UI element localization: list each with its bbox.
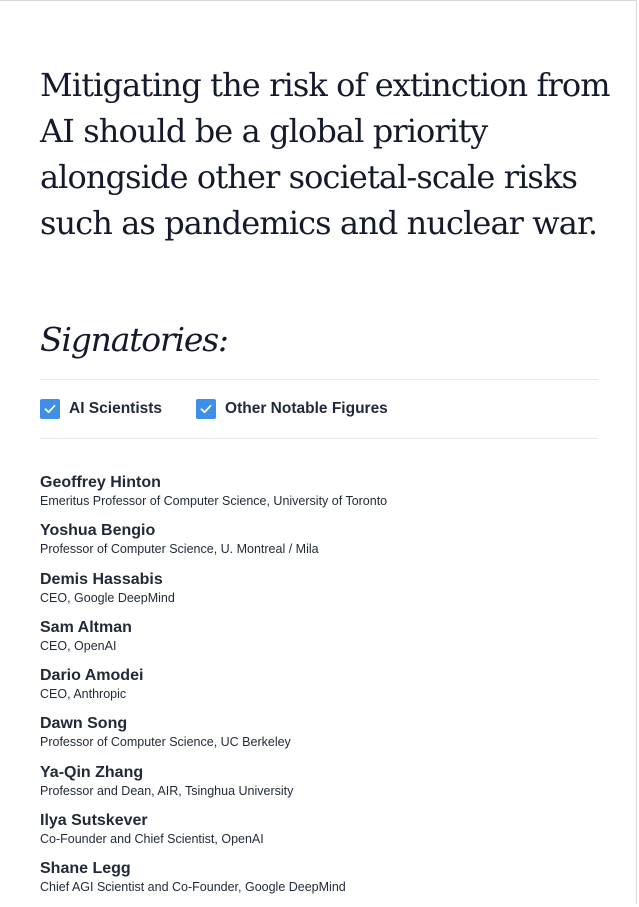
signatory-title: Chief AGI Scientist and Co-Founder, Google DeepMind xyxy=(40,880,346,895)
statement-line: such as pandemics and nuclear war. xyxy=(40,204,598,242)
signatory-name: Ilya Sutskever xyxy=(40,812,148,830)
signatory-title: Professor and Dean, AIR, Tsinghua University xyxy=(40,783,294,798)
other-notable-figures-checkbox[interactable] xyxy=(196,399,216,419)
signatory-name: Dario Amodei xyxy=(40,667,144,685)
signatory-item xyxy=(40,472,610,520)
signatory-item xyxy=(40,569,610,617)
filter-ai-scientists[interactable] xyxy=(40,399,162,419)
statement-heading xyxy=(40,62,610,246)
statement-line: AI should be a global priority xyxy=(40,112,488,150)
signatory-item xyxy=(40,858,610,906)
signatory-item xyxy=(40,810,610,858)
ai-scientists-checkbox[interactable] xyxy=(40,399,60,419)
filter-label: Other Notable Figures xyxy=(225,400,388,417)
checkmark-icon xyxy=(44,404,56,414)
signatory-name: Ya-Qin Zhang xyxy=(40,763,144,781)
signatory-title: Professor of Computer Science, UC Berkeley xyxy=(40,735,291,750)
signatory-name: Yoshua Bengio xyxy=(40,522,156,540)
signatory-filters xyxy=(40,397,422,421)
checkmark-icon xyxy=(200,404,212,414)
signatory-list xyxy=(40,472,610,907)
signatory-name: Demis Hassabis xyxy=(40,570,163,588)
signatory-title: CEO, Anthropic xyxy=(40,687,127,702)
signatory-title: CEO, Google DeepMind xyxy=(40,590,175,605)
signatory-item xyxy=(40,665,610,713)
signatory-title: Co-Founder and Chief Scientist, OpenAI xyxy=(40,832,264,847)
signatory-name: Dawn Song xyxy=(40,715,128,733)
signatory-title: Emeritus Professor of Computer Science, University of Toronto xyxy=(40,494,388,508)
signatory-name: Geoffrey Hinton xyxy=(40,474,161,491)
signatory-item xyxy=(40,520,610,568)
signatory-item xyxy=(40,617,610,665)
signatories-heading: Signatories: xyxy=(40,320,228,359)
divider xyxy=(40,438,598,439)
signatory-item xyxy=(40,762,610,810)
signatory-title: Professor of Computer Science, U. Montreal / Mila xyxy=(40,542,319,557)
filter-other-notable-figures[interactable] xyxy=(196,399,388,419)
signatory-item xyxy=(40,713,610,761)
signatory-name: Shane Legg xyxy=(40,860,131,878)
signatory-name: Sam Altman xyxy=(40,618,132,636)
divider xyxy=(40,379,598,380)
statement-line: alongside other societal-scale risks xyxy=(40,158,577,196)
filter-label: AI Scientists xyxy=(69,400,163,417)
signatory-title: CEO, OpenAI xyxy=(40,638,117,653)
statement-line: Mitigating the risk of extinction from xyxy=(40,66,610,104)
